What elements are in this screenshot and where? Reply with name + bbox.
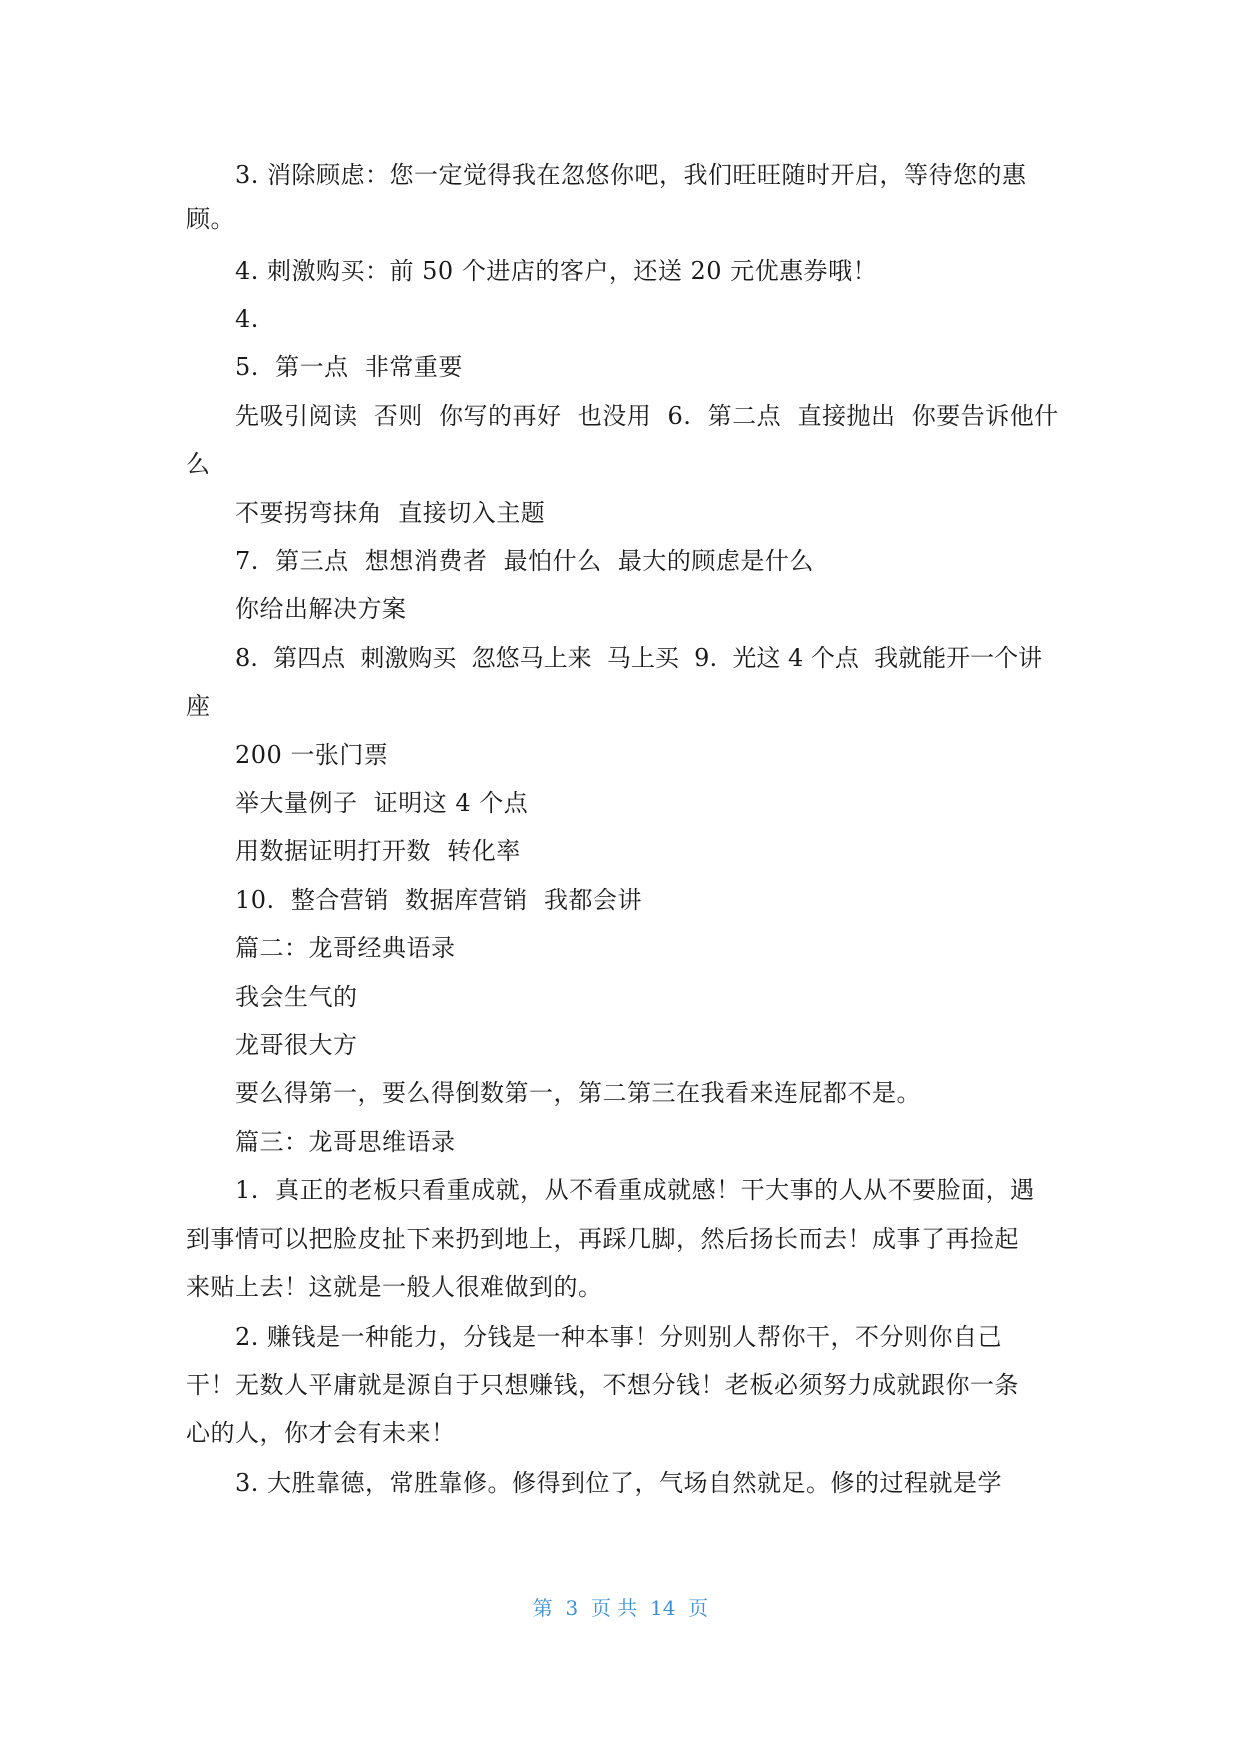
- paragraph-line: 心的人，你才会有未来！: [186, 1419, 456, 1447]
- paragraph-line: 来贴上去！这就是一般人很难做到的。: [186, 1273, 603, 1301]
- section-heading: 篇三：龙哥思维语录: [235, 1128, 456, 1156]
- paragraph-line: 200 一张门票: [235, 741, 389, 769]
- paragraph-line: 干！无数人平庸就是源自于只想赚钱，不想分钱！老板必须努力成就跟你一条: [186, 1371, 1019, 1399]
- paragraph-line: 10. 整合营销 数据库营销 我都会讲: [235, 886, 642, 914]
- paragraph-line: 你给出解决方案: [235, 595, 407, 623]
- paragraph-line: 8. 第四点 刺激购买 忽悠马上来 马上买 9. 光这 4 个点 我就能开一个讲: [235, 644, 1043, 672]
- section-heading: 篇二：龙哥经典语录: [235, 934, 456, 962]
- paragraph-line: 我会生气的: [235, 983, 358, 1011]
- paragraph-line: 先吸引阅读 否则 你写的再好 也没用 6. 第二点 直接抛出 你要告诉他什: [235, 402, 1059, 430]
- paragraph-line: 不要拐弯抹角 直接切入主题: [235, 499, 546, 527]
- page-number-footer: 第 3 页 共 14 页: [532, 1596, 709, 1620]
- paragraph-line: 2. 赚钱是一种能力，分钱是一种本事！分则别人帮你干，不分则你自己: [235, 1323, 1003, 1351]
- paragraph-line: 举大量例子 证明这 4 个点: [235, 789, 529, 817]
- paragraph-line: 5. 第一点 非常重要: [235, 353, 463, 381]
- paragraph-line: 4. 刺激购买：前 50 个进店的客户，还送 20 元优惠券哦！: [235, 257, 878, 285]
- paragraph-line: 4.: [235, 305, 259, 333]
- paragraph-line: 龙哥很大方: [235, 1031, 358, 1059]
- paragraph-line: 要么得第一，要么得倒数第一，第二第三在我看来连屁都不是。: [235, 1079, 921, 1107]
- paragraph-line: 么: [186, 450, 211, 478]
- paragraph-line: 3. 消除顾虑：您一定觉得我在忽悠你吧，我们旺旺随时开启，等待您的惠: [235, 161, 1027, 189]
- paragraph-line: 座: [186, 692, 211, 720]
- paragraph-line: 1. 真正的老板只看重成就，从不看重成就感！干大事的人从不要脸面，遇: [235, 1176, 1035, 1204]
- paragraph-line: 用数据证明打开数 转化率: [235, 837, 521, 865]
- paragraph-line: 7. 第三点 想想消费者 最怕什么 最大的顾虑是什么: [235, 547, 814, 575]
- paragraph-line: 到事情可以把脸皮扯下来扔到地上，再踩几脚，然后扬长而去！成事了再捡起: [186, 1225, 1019, 1253]
- paragraph-line: 顾。: [186, 205, 235, 233]
- paragraph-line: 3. 大胜靠德，常胜靠修。修得到位了，气场自然就足。修的过程就是学: [235, 1469, 1003, 1497]
